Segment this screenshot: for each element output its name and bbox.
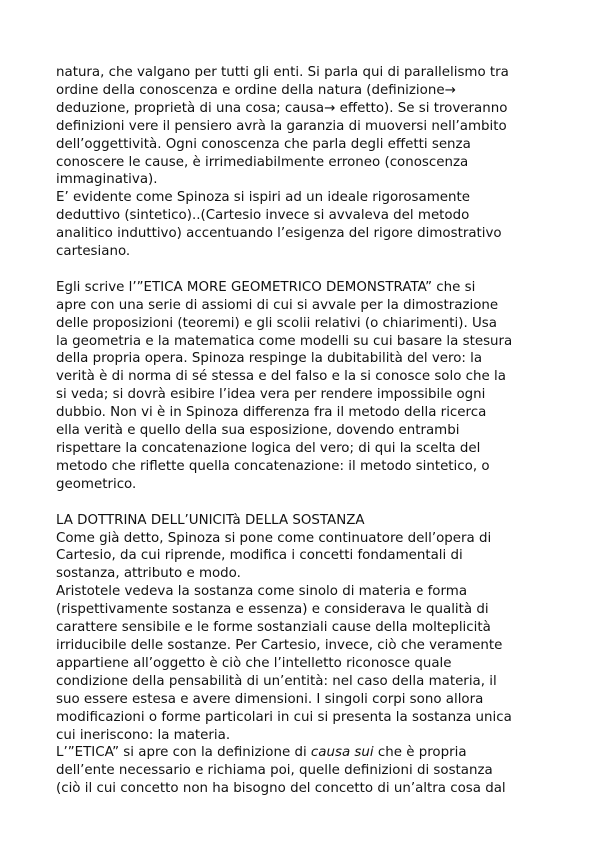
text-line: della propria opera. Spinoza respinge la dubitabilità del vero: la — [56, 351, 483, 367]
text-line: immaginativa). — [56, 172, 158, 188]
text-line: deduzione, proprietà di una cosa; causa→ effetto). Se si troveranno — [56, 100, 508, 116]
text-line: Come già detto, Spinoza si pone come continuatore dell’opera di — [56, 530, 492, 546]
text-line: geometrico. — [56, 476, 137, 492]
italic-term: causa sui — [310, 745, 374, 761]
text-line: rispettare la concatenazione logica del vero; di qui la scelta del — [56, 441, 481, 457]
section-heading: LA DOTTRINA DELL’UNICITà DELLA SOSTANZA — [56, 512, 365, 528]
text-line: (ciò il cui concetto non ha bisogno del concetto di un’altra cosa dal — [56, 781, 506, 797]
text-line: deduttivo (sintetico)..(Cartesio invece si avvaleva del metodo — [56, 208, 470, 224]
text-line: carattere sensibile e le forme sostanziali cause della molteplicità — [56, 620, 491, 636]
paragraph-ethica — [56, 279, 556, 494]
text-line: ella verità e quello della sua esposizione, dovendo entrambi — [56, 423, 460, 439]
text-line: definizioni vere il pensiero avrà la garanzia di muoversi nell’ambito — [56, 118, 507, 134]
text-line: modificazioni o forme particolari in cui si presenta la sostanza unica — [56, 709, 512, 725]
paragraph-gap — [56, 261, 556, 279]
text-line-causa-sui — [56, 744, 556, 762]
text-line: condizione della pensabilità di un’entità: nel caso della materia, il — [56, 673, 497, 689]
text-line: suo essere estesa e avere dimensioni. I singoli corpi sono allora — [56, 691, 484, 707]
text-line: la geometria e la matematica come modelli su cui basare la stesura — [56, 333, 513, 349]
text-line: appartiene all’oggetto è ciò che l’intelletto riconosce quale — [56, 655, 452, 671]
text-line: delle proposizioni (teoremi) e gli scolii relativi (o chiarimenti). Usa — [56, 315, 497, 331]
text-line: si veda; si dovrà esibire l’idea vera per rendere impossibile ogni — [56, 387, 486, 403]
paragraph-substance — [56, 530, 556, 745]
text-line: ordine della conoscenza e ordine della natura (definizione→ — [56, 82, 456, 98]
text-line: dell’ente necessario e richiama poi, quelle definizioni di sostanza — [56, 763, 493, 779]
text-line: sostanza, attributo e modo. — [56, 566, 241, 582]
text-line: natura, che valgano per tutti gli enti. Si parla qui di parallelismo tra — [56, 65, 509, 80]
document-page — [56, 64, 556, 798]
text-line: apre con una serie di assiomi di cui si avvale per la dimostrazione — [56, 297, 499, 313]
text-line: Egli scrive l’”ETICA MORE GEOMETRICO DEMONSTRATA” che si — [56, 279, 476, 295]
text-line: cartesiano. — [56, 244, 131, 260]
text-line: dell’oggettività. Ogni conoscenza che parla degli effetti senza — [56, 136, 471, 152]
text-line: verità è di norma di sé stessa e del falso e la si conosce solo che la — [56, 369, 506, 385]
text-span: che è propria — [373, 745, 467, 761]
text-line: irriducibile delle sostanze. Per Cartesio, invece, ciò che veramente — [56, 637, 503, 653]
text-line: metodo che riflette quella concatenazione: il metodo sintetico, o — [56, 458, 490, 474]
text-line: cui ineriscono: la materia. — [56, 727, 231, 743]
text-span: L’”ETICA” si apre con la definizione di — [56, 745, 311, 761]
text-line: Cartesio, da cui riprende, modifica i concetti fondamentali di — [56, 548, 463, 564]
text-line: E’ evidente come Spinoza si ispiri ad un ideale rigorosamente — [56, 190, 470, 206]
text-line: Aristotele vedeva la sostanza come sinolo di materia e forma — [56, 584, 468, 600]
text-line: conoscere le cause, è irrimediabilmente erroneo (conoscenza — [56, 154, 469, 170]
paragraph-definitions — [56, 762, 556, 798]
text-line: dubbio. Non vi è in Spinoza differenza fra il metodo della ricerca — [56, 405, 487, 421]
paragraph-method — [56, 64, 556, 261]
text-line: analitico induttivo) accentuando l’esigenza del rigore dimostrativo — [56, 226, 502, 242]
paragraph-gap — [56, 494, 556, 512]
text-line: (rispettivamente sostanza e essenza) e considerava le qualità di — [56, 602, 489, 618]
